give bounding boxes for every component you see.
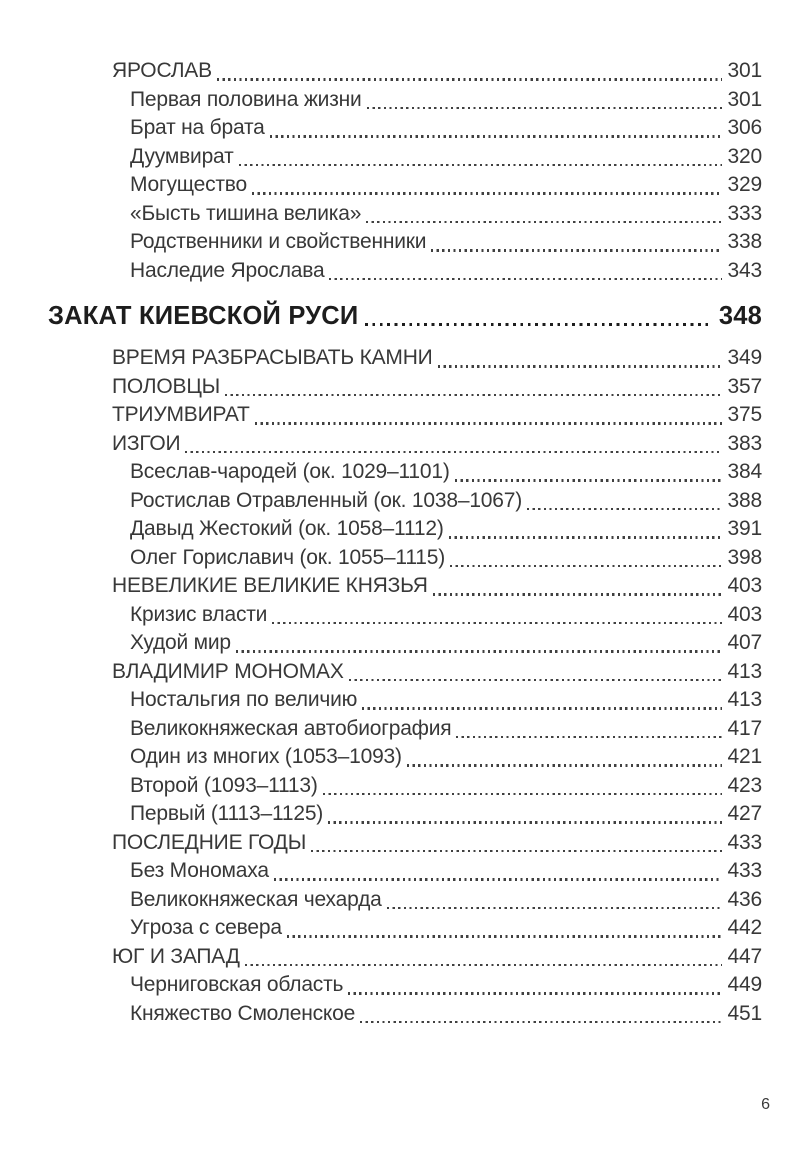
toc-entry: [48, 143, 762, 172]
toc-entry-title: Второй (1093–1113): [130, 773, 318, 797]
toc-entry-title: Без Мономаха: [130, 859, 269, 882]
toc-entry-page: 449: [727, 973, 762, 996]
toc-entry: [48, 544, 762, 573]
toc-entry: [48, 86, 762, 115]
toc-entry: [48, 715, 762, 744]
toc-entry: [48, 829, 762, 858]
toc-entry-page: 433: [727, 859, 762, 882]
dot-leader: [274, 878, 722, 880]
toc-entry-page: 320: [727, 144, 762, 168]
toc-entry-page: 375: [727, 403, 762, 426]
toc-entry: [48, 373, 762, 402]
toc-entry-title: Княжество Смоленское: [130, 1001, 356, 1025]
toc-entry: [48, 401, 762, 430]
dot-leader: [450, 565, 722, 567]
dot-leader: [360, 1021, 721, 1023]
toc-entry-title: Дуумвират: [130, 144, 234, 168]
toc-entry-page: 433: [727, 830, 762, 854]
toc-entry: [48, 601, 762, 630]
toc-entry: [48, 487, 762, 516]
toc-entry-title: ТРИУМВИРАТ: [112, 403, 250, 426]
dot-leader: [329, 278, 721, 280]
toc-entry-page: 421: [727, 745, 762, 768]
toc-entry-title: Всеслав-чародей (ок. 1029–1101): [130, 460, 450, 483]
toc-entry-title: Олег Гориславич (ок. 1055–1115): [130, 545, 445, 569]
toc-entry: [48, 515, 762, 544]
dot-leader: [328, 821, 721, 823]
toc-entry-title: Угроза с севера: [130, 916, 282, 939]
toc-entry-page: 451: [727, 1001, 762, 1025]
toc-entry-page: 333: [727, 201, 762, 225]
toc-entry-title: Давыд Жестокий (ок. 1058–1112): [130, 517, 444, 540]
dot-leader: [366, 221, 721, 223]
toc-entry: [48, 344, 762, 373]
dot-leader: [349, 679, 722, 681]
folio-page-number: 6: [761, 1096, 770, 1113]
toc-entry: [48, 299, 762, 333]
toc-entry-title: Ностальгия по величию: [130, 688, 358, 711]
toc-entry-title: ВРЕМЯ РАЗБРАСЫВАТЬ КАМНИ: [112, 346, 433, 369]
toc-entry-page: 301: [727, 87, 762, 111]
toc-entry-page: 357: [727, 374, 762, 398]
toc-entry-page: 398: [727, 545, 762, 569]
toc-entry-title: ЯРОСЛАВ: [112, 59, 212, 82]
dot-leader: [407, 764, 722, 766]
dot-leader: [252, 192, 722, 194]
toc-entry-page: 349: [727, 346, 762, 369]
toc-entry: [48, 430, 762, 459]
toc-entry-title: Худой мир: [130, 631, 231, 654]
toc-entry: [48, 171, 762, 200]
toc-entry-title: Могущество: [130, 173, 248, 196]
dot-leader: [387, 907, 722, 909]
dot-leader: [527, 508, 722, 510]
dot-leader: [185, 451, 721, 453]
toc-entry-page: 407: [727, 631, 762, 654]
dot-leader: [287, 935, 722, 937]
toc-entry-title: Черниговская область: [130, 973, 344, 996]
toc-entry-title: Ростислав Отравленный (ок. 1038–1067): [130, 488, 523, 512]
toc-entry-page: 306: [727, 116, 762, 139]
toc-entry: [48, 114, 762, 143]
dot-leader: [348, 992, 721, 994]
toc-entry-page: 403: [727, 574, 762, 597]
toc-entry-page: 388: [727, 488, 762, 512]
dot-leader: [431, 249, 721, 251]
toc-entry: [48, 572, 762, 601]
toc-entry-title: ЗАКАТ КИЕВСКОЙ РУСИ: [48, 302, 359, 330]
toc-entry-title: ЮГ И ЗАПАД: [112, 944, 240, 968]
toc-entry: [48, 857, 762, 886]
dot-leader: [311, 850, 721, 852]
toc-entry-title: Первый (1113–1125): [130, 802, 324, 825]
dot-leader: [225, 394, 722, 396]
toc-entry: [48, 200, 762, 229]
dot-leader: [272, 622, 721, 624]
toc-entry-page: 436: [727, 887, 762, 911]
dot-leader: [456, 736, 721, 738]
toc-entry-page: 413: [727, 659, 762, 683]
toc-entry-title: Первая половина жизни: [130, 87, 362, 111]
dot-leader: [255, 422, 722, 424]
toc-entry-title: Брат на брата: [130, 116, 265, 139]
toc-entry-page: 384: [727, 460, 762, 483]
dot-leader: [433, 593, 722, 595]
dot-leader: [245, 964, 722, 966]
toc-entry: [48, 57, 762, 86]
toc-entry: [48, 228, 762, 257]
toc-entry: [48, 772, 762, 801]
toc-entry-title: Наследие Ярослава: [130, 258, 325, 282]
toc-entry-page: 442: [727, 916, 762, 939]
toc-entry-title: Кризис власти: [130, 602, 268, 626]
toc-entry-page: 403: [727, 602, 762, 626]
toc-entry: [48, 658, 762, 687]
dot-leader: [239, 164, 722, 166]
toc-entry-page: 329: [727, 173, 762, 196]
dot-leader: [236, 650, 722, 652]
toc-entry-title: Один из многих (1053–1093): [130, 745, 402, 768]
dot-leader: [455, 479, 722, 481]
dot-leader: [217, 78, 722, 80]
dot-leader: [438, 365, 722, 367]
toc-entry-title: ПОЛОВЦЫ: [112, 374, 221, 398]
toc-entry-title: «Бысть тишина велика»: [130, 201, 362, 225]
toc-entry: [48, 943, 762, 972]
toc-entry: [48, 800, 762, 829]
toc-entry: [48, 257, 762, 286]
toc-entry-page: 348: [718, 302, 762, 330]
dot-leader: [362, 707, 721, 709]
toc-entry: [48, 886, 762, 915]
toc-entry-page: 447: [727, 944, 762, 968]
toc-entry-page: 427: [727, 802, 762, 825]
toc-entry-title: НЕВЕЛИКИЕ ВЕЛИКИЕ КНЯЗЬЯ: [112, 574, 428, 597]
toc-entry-page: 383: [727, 431, 762, 455]
toc-entry-page: 423: [727, 773, 762, 797]
toc-list: [48, 57, 762, 1028]
toc-entry-title: ВЛАДИМИР МОНОМАХ: [112, 659, 344, 683]
toc-entry-title: Родственники и свойственники: [130, 230, 427, 253]
toc-entry-page: 417: [727, 716, 762, 740]
toc-entry: [48, 686, 762, 715]
dot-leader: [323, 793, 722, 795]
dot-leader: [270, 135, 722, 137]
dot-leader: [449, 536, 722, 538]
toc-entry-page: 343: [727, 258, 762, 282]
toc-entry: [48, 1000, 762, 1029]
toc-entry-title: ПОСЛЕДНИЕ ГОДЫ: [112, 830, 307, 854]
toc-entry: [48, 914, 762, 943]
toc-entry: [48, 458, 762, 487]
toc-entry-page: 301: [727, 59, 762, 82]
toc-entry-page: 413: [727, 688, 762, 711]
toc-entry: [48, 743, 762, 772]
toc-entry-title: ИЗГОИ: [112, 431, 181, 455]
toc-entry-title: Великокняжеская автобиография: [130, 716, 452, 740]
toc-entry-page: 391: [727, 517, 762, 540]
toc-entry-title: Великокняжеская чехарда: [130, 887, 382, 911]
dot-leader: [365, 323, 711, 326]
toc-entry: [48, 629, 762, 658]
toc-entry: [48, 971, 762, 1000]
dot-leader: [367, 107, 722, 109]
toc-entry-page: 338: [727, 230, 762, 253]
